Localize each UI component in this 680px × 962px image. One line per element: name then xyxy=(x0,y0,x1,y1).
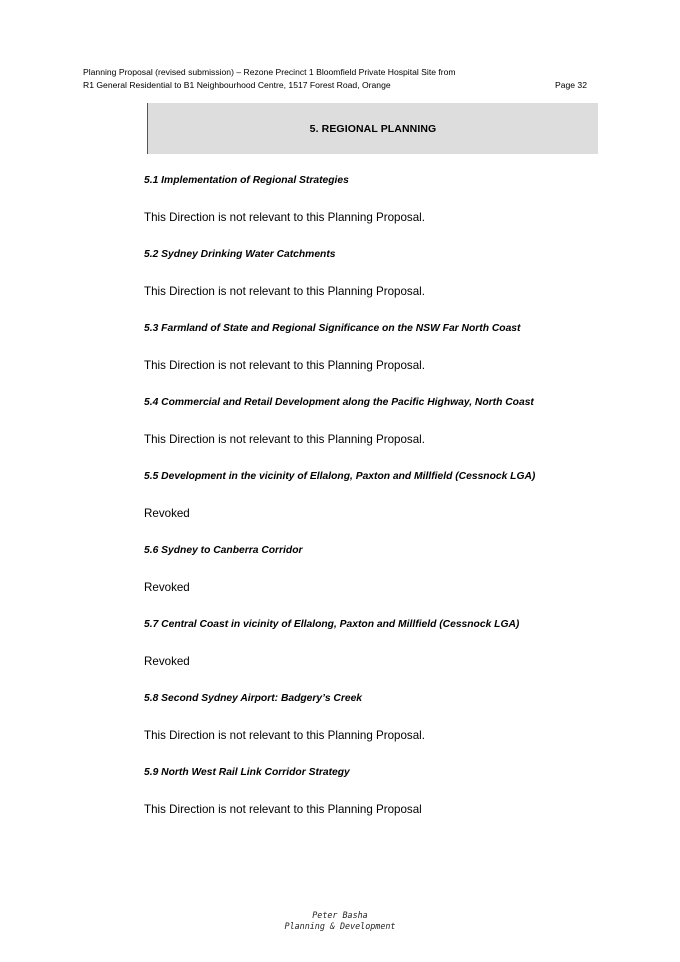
direction-text: This Direction is not relevant to this Planning Proposal. xyxy=(144,359,425,372)
section-title: 5. REGIONAL PLANNING xyxy=(309,122,437,135)
section-banner xyxy=(147,103,598,154)
direction-text: Revoked xyxy=(144,655,190,668)
footer-author: Peter Basha xyxy=(312,910,368,920)
direction-item xyxy=(144,766,604,818)
direction-item xyxy=(144,396,604,448)
footer-company: Planning & Development xyxy=(284,921,396,931)
direction-heading: 5.3 Farmland of State and Regional Significance on the NSW Far North Coast xyxy=(144,323,521,334)
direction-item xyxy=(144,470,604,522)
direction-text: This Direction is not relevant to this Planning Proposal. xyxy=(144,285,425,298)
direction-text: This Direction is not relevant to this Planning Proposal. xyxy=(144,211,425,224)
direction-heading: 5.8 Second Sydney Airport: Badgery’s Creek xyxy=(144,693,363,704)
direction-text: This Direction is not relevant to this Planning Proposal. xyxy=(144,729,425,742)
direction-text: Revoked xyxy=(144,507,190,520)
direction-heading: 5.7 Central Coast in vicinity of Ellalong, Paxton and Millfield (Cessnock LGA) xyxy=(144,619,520,630)
direction-item xyxy=(144,248,604,300)
direction-heading: 5.2 Sydney Drinking Water Catchments xyxy=(144,249,336,260)
direction-item xyxy=(144,618,604,670)
header-title-line-2: R1 General Residential to B1 Neighbourhood Centre, 1517 Forest Road, Orange xyxy=(83,79,391,90)
direction-heading: 5.5 Development in the vicinity of Ellalong, Paxton and Millfield (Cessnock LGA) xyxy=(144,471,536,482)
direction-text: Revoked xyxy=(144,581,190,594)
direction-heading: 5.4 Commercial and Retail Development along the Pacific Highway, North Coast xyxy=(144,397,534,408)
page-footer xyxy=(0,910,680,932)
header-title-line-1: Planning Proposal (revised submission) – Rezone Precinct 1 Bloomfield Private Hospital Site from xyxy=(83,67,456,77)
direction-item xyxy=(144,544,604,596)
direction-heading: 5.1 Implementation of Regional Strategies xyxy=(144,175,349,186)
direction-item xyxy=(144,692,604,744)
direction-item xyxy=(144,174,604,226)
directions-list xyxy=(144,174,604,840)
direction-text: This Direction is not relevant to this Planning Proposal xyxy=(144,803,422,816)
page-number: Page 32 xyxy=(554,79,587,90)
direction-text: This Direction is not relevant to this Planning Proposal. xyxy=(144,433,425,446)
page-header xyxy=(83,66,587,91)
direction-heading: 5.6 Sydney to Canberra Corridor xyxy=(144,545,303,556)
direction-heading: 5.9 North West Rail Link Corridor Strategy xyxy=(144,767,350,778)
direction-item xyxy=(144,322,604,374)
